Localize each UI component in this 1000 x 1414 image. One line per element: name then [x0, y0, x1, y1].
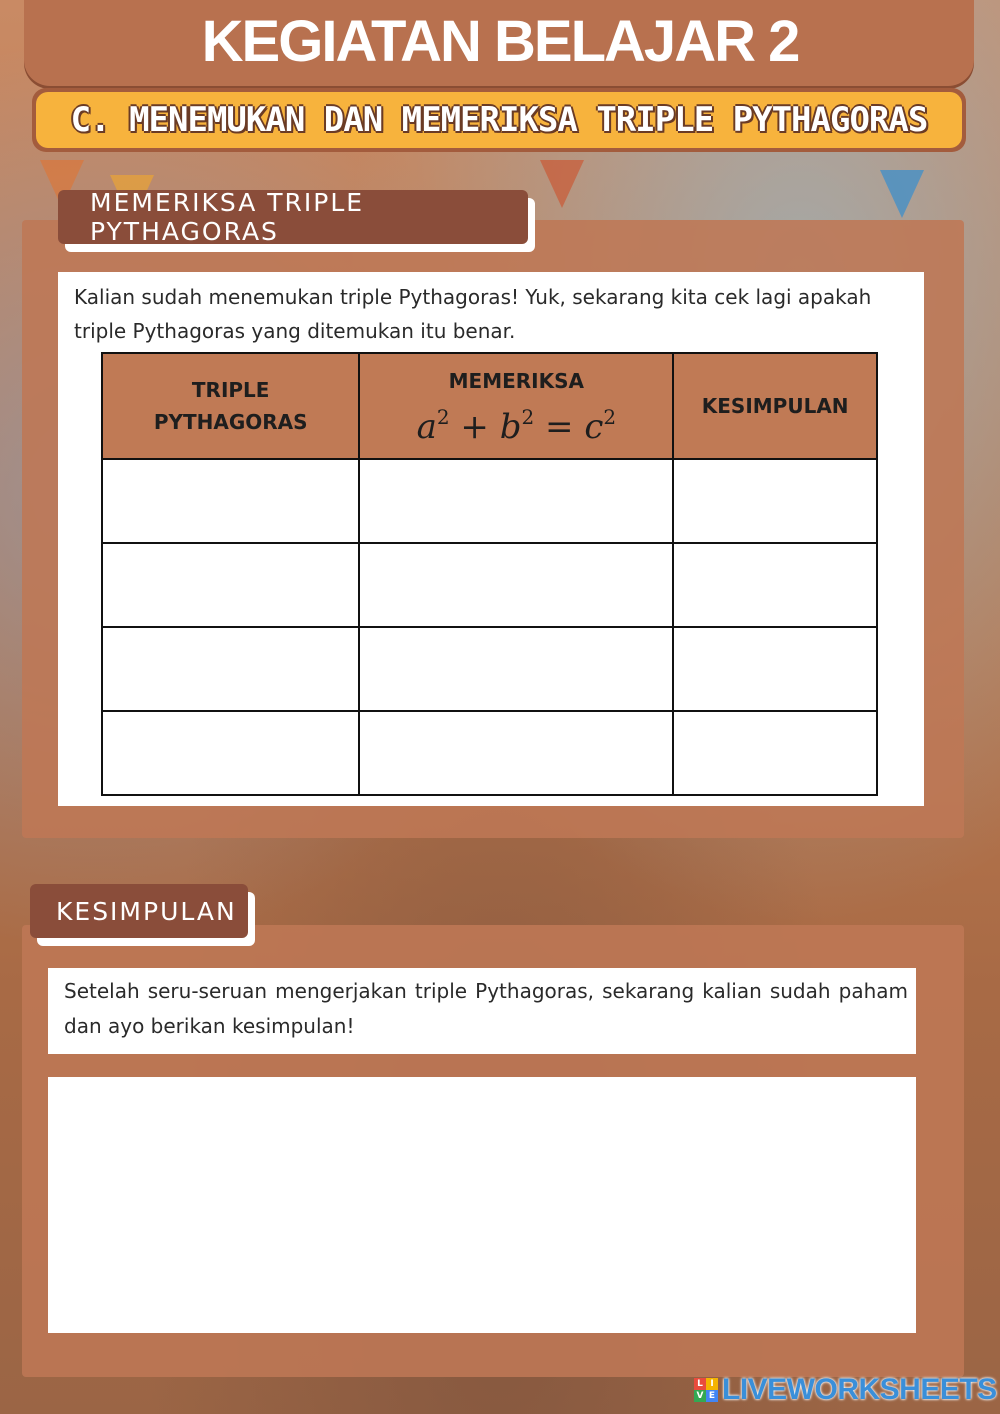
liveworksheets-logo [694, 1374, 997, 1406]
table-cell-check[interactable] [359, 627, 673, 711]
table-cell-triple[interactable] [102, 711, 359, 795]
header-triple-pythagoras: TRIPLE PYTHAGORAS [102, 353, 359, 459]
table-cell-check[interactable] [359, 711, 673, 795]
section-conclusion-tag: KESIMPULAN [30, 884, 248, 938]
pythagoras-formula: $a^2 + b^2 = c^2$ [416, 405, 617, 447]
table-row [102, 627, 877, 711]
table-cell-conclusion[interactable] [673, 459, 877, 543]
subtitle-bar [36, 92, 962, 148]
header-kesimpulan: KESIMPULAN [673, 353, 877, 459]
table-row [102, 459, 877, 543]
liveworksheets-logo-text: LIVEWORKSHEETS [722, 1373, 997, 1406]
section-check-tag: MEMERIKSA TRIPLE PYTHAGORAS [58, 190, 528, 244]
table-row [102, 543, 877, 627]
table-cell-conclusion[interactable] [673, 627, 877, 711]
table-cell-triple[interactable] [102, 543, 359, 627]
table-header-row [102, 353, 877, 459]
table-cell-conclusion[interactable] [673, 711, 877, 795]
table-cell-triple[interactable] [102, 627, 359, 711]
page-subtitle: C. MENEMUKAN DAN MEMERIKSA TRIPLE PYTHAGORAS [70, 100, 928, 140]
liveworksheets-icon: L I V E [694, 1378, 718, 1402]
section-check-intro: Kalian sudah menemukan triple Pythagoras! Yuk, sekarang kita cek lagi apakah triple Pythagoras yang ditemukan itu benar. [74, 285, 872, 343]
table-cell-triple[interactable] [102, 459, 359, 543]
check-table [101, 352, 878, 796]
table-cell-check[interactable] [359, 459, 673, 543]
conclusion-answer-input[interactable] [48, 1077, 916, 1333]
table-row [102, 711, 877, 795]
header-memeriksa: MEMERIKSA $a^2 + b^2 = c^2$ [359, 353, 673, 459]
section-conclusion-intro: Setelah seru-seruan mengerjakan triple Pythagoras, sekarang kalian sudah paham dan ayo berikan kesimpulan! [64, 979, 908, 1038]
bunting-flag [540, 160, 584, 208]
page-title: KEGIATAN BELAJAR 2 [201, 9, 799, 74]
table-cell-check[interactable] [359, 543, 673, 627]
table-cell-conclusion[interactable] [673, 543, 877, 627]
bunting-flag [880, 170, 924, 218]
